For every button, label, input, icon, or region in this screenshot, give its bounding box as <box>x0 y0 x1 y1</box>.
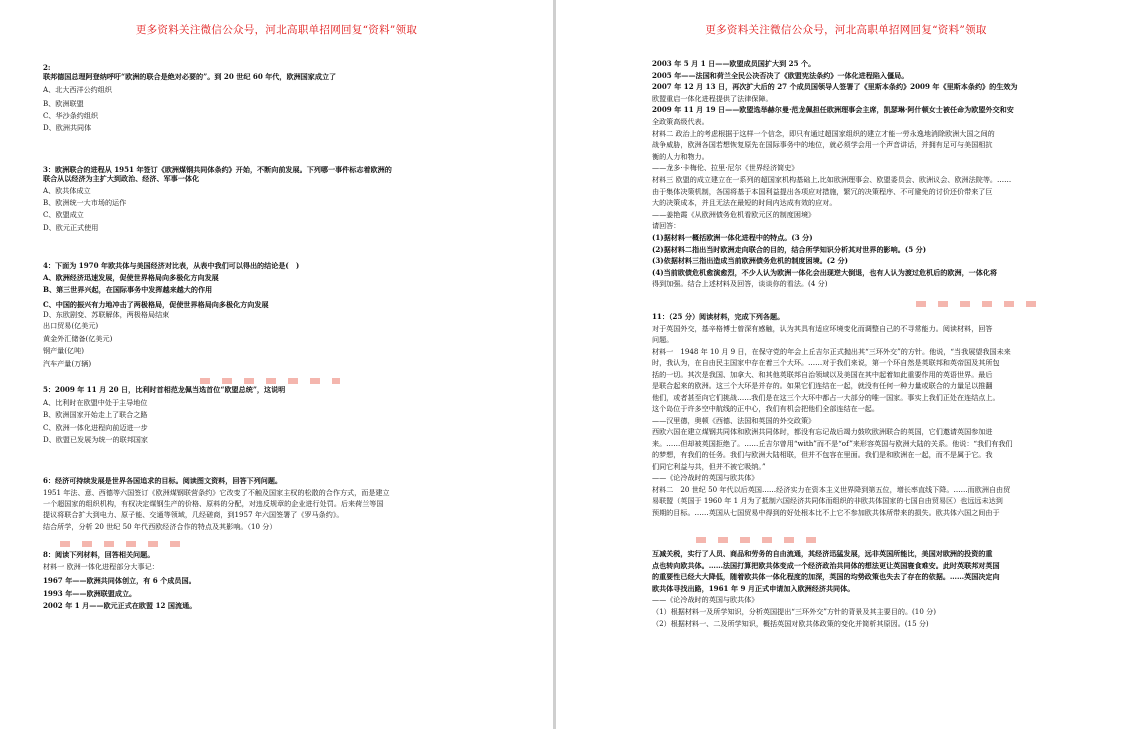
q2-option-d: D、欧洲共同体 <box>43 123 92 132</box>
text-line: 欧盟重启一体化进程提供了法律保障。 <box>652 93 773 103</box>
q6-line: 一个超国家的组织机构，有权决定煤钢生产的价格、原料的分配，对违反规章的企业进行处罚。后来荷兰等国 <box>43 499 384 508</box>
q3-stem-line2: 联合从以经济为主扩大到政治、经济、军事一体化 <box>43 174 200 183</box>
text-line: 问题。 <box>652 335 674 344</box>
text-line: 时，我认为，在自由民主国家中存在着三个大环。……对于我们来说，第一个环自然是英联邦和英帝国及其所包 <box>652 358 1000 367</box>
q8-line: 材料一 欧洲一体化进程部分大事记： <box>43 562 159 571</box>
q5-option-b: B、欧洲国家开始走上了联合之路 <box>43 410 148 419</box>
q4-stem: 4：下面为 1970 年欧共体与美国经济对比表，从表中我们可以得出的结论是( ) <box>43 261 300 270</box>
text-line: (3)依据材料三指出造成当前欧洲债务危机的制度困境。(2 分) <box>652 256 849 266</box>
text-line: 材料一 1948 年 10 月 9 日，在保守党的年会上丘吉尔正式抛出其“三环外交”的方针。他说，“当我展望我国未来 <box>652 346 1011 356</box>
watermark-stripe <box>200 378 340 384</box>
text-line: 来。……但却被英国拒绝了。……丘吉尔曾用“with”而不是“of”来形容英国与欧洲大陆的关系。他说：“我们有我们 <box>652 438 1013 448</box>
text-line: 的重要性已经大大降低，随着欧共体一体化程度的加深，英国的均势政策也失去了存在的依据。……英国决定向 <box>652 572 1000 582</box>
header-banner: 更多资料关注微信公众号，河北高职单招网回复“资料”领取 <box>135 24 418 36</box>
watermark-stripe <box>60 541 180 547</box>
q2-option-b: B、欧洲联盟 <box>43 99 84 108</box>
text-line: （1）根据材料一及所学知识，分析英国提出“三环外交”方针的背景及其主要目的。(10 分) <box>652 607 936 616</box>
q8-line: 8：阅读下列材料，回答相关问题。 <box>43 550 155 559</box>
q3-option-a: A、欧共体成立 <box>43 186 91 195</box>
q6-line: 结合所学，分析 20 世纪 50 年代西欧经济合作的特点及其影响。（10 分） <box>43 522 277 531</box>
text-line: 全政策高级代表。 <box>652 117 709 126</box>
text-line: 互减关税，实行了人员、商品和劳务的自由流通，其经济迅猛发展，远非英国所能比，美国对欧洲的投资的重 <box>652 549 993 558</box>
text-line: 是联合起来的欧洲。这三个大环是并存的。如果它们连结在一起，就没有任何一种力量或联合的力量足以推翻 <box>652 381 993 390</box>
text-line: 括的一切。其次是我国、加拿大、和其他英联邦自治领域以及美国在其中起着如此重要作用的英语世界。最后 <box>652 369 993 379</box>
q4-table-row: 黄金外汇储备(亿美元) <box>43 334 113 343</box>
q4-option-d: D、东欧剧变、苏联解体，两极格局结束 <box>43 310 170 319</box>
text-line: 请回答： <box>652 221 681 231</box>
q3-option-d: D、欧元正式使用 <box>43 223 99 232</box>
text-line: ——姜艳霞《从欧洲债务危机看欧元区的制度困境》 <box>652 209 816 219</box>
text-line: 战争威胁，欧洲各国若想恢复原先在国际事务中的地位，就必须学会用一个声音讲话，并拥有足可与美国相抗 <box>652 140 993 150</box>
right-page <box>556 0 1136 729</box>
text-line: (4)当前欧债危机愈演愈烈，不少人认为欧洲一体化会出现逆大倒退，也有人认为渡过危机后的欧洲，一体化将 <box>652 267 998 277</box>
q6-line: 6：经济可持续发展是世界各国追求的目标。阅读图文资料，回答下列问题。 <box>43 476 283 485</box>
q4-option-b: B、第三世界兴起，在国际事务中发挥越来越大的作用 <box>43 285 213 294</box>
text-line: ——《论冷战时的英国与欧共体》 <box>652 473 759 482</box>
q4-table-row: 出口贸易(亿美元) <box>43 321 99 330</box>
text-line: （2）根据材料一、二及所学知识，概括英国对欧共体政策的变化并简析其原因。(15 分) <box>652 618 929 628</box>
watermark-stripe <box>916 301 1046 307</box>
text-line: 欧共体寻找出路，1961 年 9 月正式申请加入欧洲经济共同体。 <box>652 583 855 593</box>
q8-line: 1993 年——欧洲联盟成立。 <box>43 589 137 598</box>
text-line: 材料二 20 世纪 50 年代以后英国……经济实力在资本主义世界降到第五位，增长率直线下降。……而欧洲自由贸 <box>652 484 1011 494</box>
text-line: 11：（25 分）阅读材料，完成下列各题。 <box>652 312 785 321</box>
text-line: 2005 年——法国和荷兰全民公决否决了《欧盟宪法条约》一体化进程陷入僵局。 <box>652 70 909 80</box>
text-line: 材料三 欧盟的成立建立在一系列的超国家机构基础上,比如欧洲理事会、欧盟委员会、欧洲议会、欧洲法院等。…… <box>652 175 1012 184</box>
header-banner: 更多资料关注微信公众号，河北高职单招网回复“资料”领取 <box>705 24 987 36</box>
text-line: (2)据材料二指出当时欧洲走向联合的目的，结合所学知识分析其对世界的影响。(5 分) <box>652 244 927 254</box>
q5-option-a: A、比利时在欧盟中处于主导地位 <box>43 398 148 407</box>
text-line: 点也转向欧共体。……法国打算把欧共体变成一个经济政治共同体的想法更让英国寝食难安。此时英联邦对英国 <box>652 560 1000 570</box>
q8-line: 2002 年 1 月——欧元正式在欧盟 12 国流通。 <box>43 601 197 610</box>
text-line: (1)据材料一概括欧洲一体化进程中的特点。(3 分) <box>652 233 813 242</box>
q2-number: 2: <box>43 63 51 72</box>
text-line: 西欧六国在建立煤钢共同体和欧洲共同体时，都没有忘记战后竭力鼓吹欧洲联合的英国，它们邀请英国参加进 <box>652 427 993 436</box>
q5-option-c: C、欧洲一体化进程向前迈进一步 <box>43 423 148 432</box>
text-line: ——《论冷战时的英国与欧共体》 <box>652 595 759 605</box>
text-line: 大的决策成本，并且无法在最短的时间内达成有效的应对。 <box>652 198 837 208</box>
text-line: 得到加强。结合上述材料及回答，谈谈你的看法。(4 分) <box>652 279 828 289</box>
text-line: 材料二 政治上的考虑根据于这样一个信念，即只有通过超国家组织的建立才能一劳永逸地消除欧洲大国之间的 <box>652 128 995 138</box>
left-page <box>0 0 553 729</box>
q4-table-row: 汽车产量(万辆) <box>43 359 92 368</box>
text-line: ——龙多·卡梅伦、拉里·尼尔《世界经济简史》 <box>652 163 799 173</box>
text-line: 他们，或者甚至向它们挑战……我们是在这三个大环中都占一大部分的唯一国家。事实上我们正处在连结点上。 <box>652 392 1000 402</box>
q5-stem: 5：2009 年 11 月 20 日，比利时首相范龙佩当选首位“欧盟总统”，这说明 <box>43 385 286 394</box>
q2-option-c: C、华沙条约组织 <box>43 111 99 120</box>
text-line: 易联盟（英国于 1960 年 1 月为了抵制六国经济共同体而组织的非欧共体国家的七国自由贸易区）也远远未达到 <box>652 496 1003 505</box>
text-line: 2007 年 12 月 13 日，再次扩大后的 27 个成员国领导人签署了《里斯本条约》2009 年《里斯本条约》的生效为 <box>652 82 1018 92</box>
text-line: 由于集体决策机制，各国将基于本国利益提出各项应对措施，繁冗的决策程序、不可避免的讨价还价带来了巨 <box>652 186 993 196</box>
text-line: 对于英国外交，基辛格博士曾深有感触，认为其具有适应环境变化而调整自己的不寻常能力。阅读材料，回答 <box>652 323 993 333</box>
q4-option-a: A、欧洲经济迅速发展，促使世界格局向多极化方向发展 <box>43 273 219 282</box>
q5-option-d: D、欧盟已发展为统一的联邦国家 <box>43 435 148 444</box>
text-line: 2003 年 5 月 1 日——欧盟成员国扩大到 25 个。 <box>652 59 816 68</box>
text-line: 这个岛位于许多空中航线的正中心，我们有机会把他们全部连结在一起。 <box>652 404 879 413</box>
watermark-stripe <box>696 537 816 543</box>
q3-option-b: B、欧洲统一大市场的运作 <box>43 198 127 207</box>
q3-stem-line1: 3：欧洲联合的进程从 1951 年签订《欧洲煤钢共同体条约》开始，不断向前发展。下列哪一事件标志着欧洲的 <box>43 165 392 174</box>
q8-line: 1967 年——欧洲共同体创立，有 6 个成员国。 <box>43 576 196 585</box>
text-line: 预期的目标。……英国从七国贸易中得到的好处根本比不上它不参加欧共体所带来的损失。欧共体六国之间由于 <box>652 507 1000 517</box>
q3-option-c: C、欧盟成立 <box>43 210 84 219</box>
text-line: 2009 年 11 月 19 日——欧盟选举赫尔曼·范龙佩担任欧洲理事会主席，凯瑟琳·阿什顿女士被任命为欧盟外交和安 <box>652 105 1014 115</box>
q6-line: 1951 年法、意、西德等六国签订《欧洲煤钢联营条约》它改变了不触及国家主权的松散的合作方式，而是建立 <box>43 488 390 497</box>
q6-line: 提议将联合扩大到电力、原子能、交通等领域，几经磋商，到1957 年六国签署了《罗马条约》。 <box>43 510 344 519</box>
text-line: 衡的人力和物力。 <box>652 151 709 161</box>
q2-option-a: A、北大西洋公约组织 <box>43 85 112 94</box>
text-line: 们同它利益与共，但并不被它吸纳。” <box>652 461 766 471</box>
text-line: 的梦想，有我们的任务。我们与欧洲大陆相联，但并不包容在里面。我们是和欧洲在一起，而不是属于它。我 <box>652 450 993 459</box>
q4-option-c: C、中国的振兴有力地冲击了两极格局，促使世界格局向多极化方向发展 <box>43 300 269 309</box>
q4-table-row: 钢产量(亿吨) <box>43 346 85 355</box>
text-line: ——汉里德，奥顿《西德、法国和英国的外交政策》 <box>652 415 816 425</box>
q2-stem: 联邦德国总理阿登纳呼吁“欧洲的联合是绝对必要的”。到 20 世纪 60 年代，欧洲国家成立了 <box>43 72 337 81</box>
